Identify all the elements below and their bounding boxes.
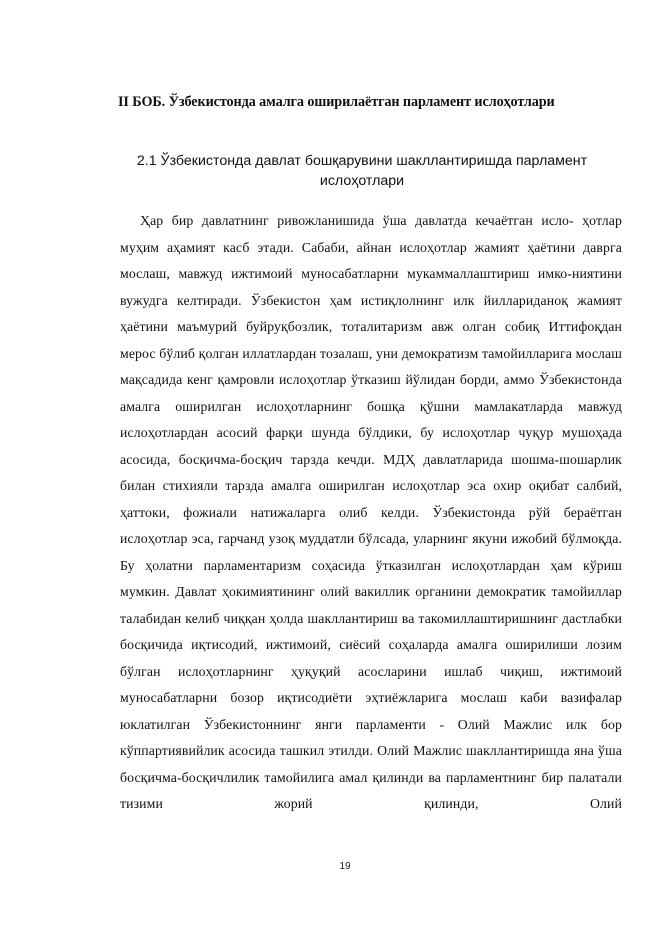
- body-paragraph: Ҳар бир давлатнинг ривожланишида ўша давлатда кечаётган исло- ҳотлар муҳим аҳамият касб этади. Сабаби, айнан ислоҳотлар жамият ҳаётини даврга мослаш, мавжуд ижтимоий муносабатларни мукаммаллаштириш имко-ниятини вужудга келтиради. Ўзбекистон ҳам истиқлолнинг илк йиллариданоқ жамият ҳаётини маъмурий буйруқбозлик, тоталитаризм авж олган собиқ Иттифоқдан мерос бўлиб қолган иллатлардан тозалаш, уни демократизм тамойилларига мослаш мақсадида кенг қамровли ислоҳотлар ўтказиш йўлидан борди, аммо Ўзбекистонда амалга оширилган ислоҳотларнинг бошқа қўшни мамлакатларда мавжуд ислоҳотлардан асосий фарқи шунда бўлдики, бу ислоҳотлар чуқур мушоҳада асосида, босқичма-босқич тарзда кечди. МДҲ давлатларида шошма-шошарлик билан стихияли тарзда амалга оширилган ислоҳотлар эса охир оқибат салбий, ҳаттоки, фожиали натижаларга олиб келди. Ўзбекистонда рўй бераётган ислоҳотлар эса, гарчанд узоқ муддатли бўлсада, уларнинг якуни ижобий бўлмоқда. Бу ҳолатни парламентаризм соҳасида ўтказилган ислоҳотлардан ҳам кўриш мумкин. Давлат ҳокимиятининг олий вакиллик органини демократик тамойиллар талабидан келиб чиққан ҳолда шакллантириш ва такомиллаштиришнинг дастлабки босқичида иқтисодий, ижтимоий, сиёсий соҳаларда амалга оширилиши лозим бўлган ислоҳотларнинг ҳуқуқий асосларини ишлаб чиқиш, ижтимоий муносабатларни бозор иқтисодиёти эҳтиёжларига мослаш каби вазифалар юклатилган Ўзбекистоннинг янги парламенти - Олий Мажлис илк бор кўппартиявийлик асосида ташкил этилди. Олий Мажлис шакллантиришда яна ўша босқичма-босқичлилик тамойилига амал қилинди ва парламентнинг бир палатали тизими жорий қилинди, Олий: [120, 213, 622, 811]
- section-title: 2.1 Ўзбекистонда давлат бошқарувини шакллантиришда парламент ислоҳотлари: [136, 153, 588, 189]
- page-number: 19: [339, 861, 351, 872]
- chapter-title: II БОБ. Ўзбекистонда амалга оширилаётган парламент ислоҳотлари: [118, 94, 555, 110]
